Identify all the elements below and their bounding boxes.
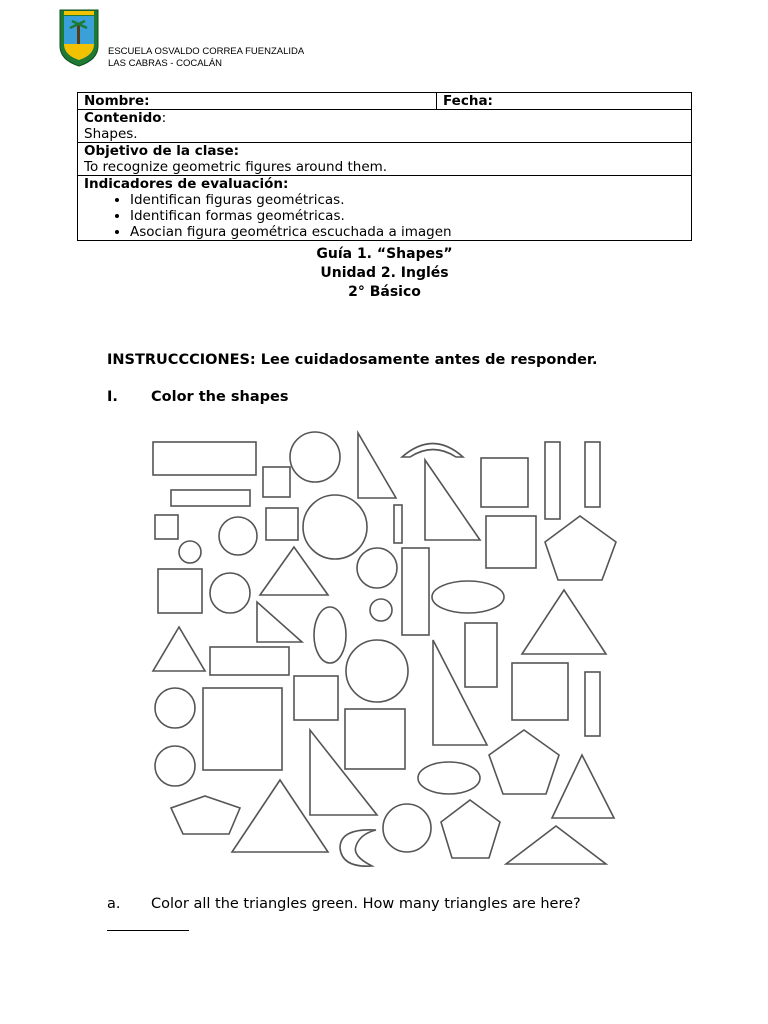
shapes-worksheet	[148, 428, 618, 876]
shape-square[interactable]	[345, 709, 405, 769]
section-heading	[107, 389, 288, 405]
content-colon: :	[161, 110, 167, 126]
guide-line-1: Guía 1. “Shapes”	[316, 246, 453, 262]
shape-square[interactable]	[481, 458, 528, 507]
shape-pentagon[interactable]	[489, 730, 559, 794]
shape-square[interactable]	[158, 569, 202, 613]
shape-square[interactable]	[512, 663, 568, 720]
objective-value: To recognize geometric figures around them.	[84, 159, 388, 175]
instructions: INSTRUCCCIONES: Lee cuidadosamente antes de responder.	[107, 352, 598, 368]
indicators-list	[84, 192, 685, 240]
indicators-cell	[78, 176, 692, 241]
shape-square[interactable]	[155, 515, 178, 539]
date-cell[interactable]	[437, 93, 692, 110]
name-cell[interactable]	[78, 93, 437, 110]
shape-triangle[interactable]	[506, 826, 606, 864]
shape-circle[interactable]	[210, 573, 250, 613]
shape-circle[interactable]	[370, 599, 392, 621]
question-letter: a.	[107, 896, 121, 912]
shape-circle[interactable]	[219, 517, 257, 555]
shape-triangle[interactable]	[522, 590, 606, 654]
section-number: I.	[107, 389, 118, 405]
school-logo	[58, 8, 100, 68]
date-label: Fecha:	[443, 93, 493, 109]
shape-circle[interactable]	[346, 640, 408, 702]
section-title: Color the shapes	[151, 389, 289, 405]
shape-square[interactable]	[266, 508, 298, 540]
shape-rectangle[interactable]	[394, 505, 402, 543]
shape-rectangle[interactable]	[585, 442, 600, 507]
school-name: ESCUELA OSVALDO CORREA FUENZALIDA	[108, 46, 305, 57]
list-item: • Identifican formas geométricas.	[130, 208, 685, 224]
shape-rectangle[interactable]	[210, 647, 289, 675]
name-label: Nombre:	[84, 93, 150, 109]
indicators-label: Indicadores de evaluación:	[84, 176, 289, 192]
shape-square[interactable]	[263, 467, 290, 497]
content-value: Shapes.	[84, 126, 138, 142]
shape-pentagon[interactable]	[171, 796, 240, 834]
shape-oval[interactable]	[314, 607, 346, 663]
shape-triangle[interactable]	[425, 460, 480, 540]
shape-rectangle[interactable]	[153, 442, 256, 475]
shape-triangle[interactable]	[552, 755, 614, 818]
content-cell	[78, 110, 692, 143]
school-location: LAS CABRAS - COCALÁN	[108, 58, 223, 69]
question-a	[107, 896, 581, 912]
shape-crescent[interactable]	[340, 830, 376, 866]
shape-rectangle[interactable]	[465, 623, 497, 687]
shape-triangle[interactable]	[153, 627, 205, 671]
shape-circle[interactable]	[357, 548, 397, 588]
shape-circle[interactable]	[179, 541, 201, 563]
shape-square[interactable]	[486, 516, 536, 568]
shape-square[interactable]	[294, 676, 338, 720]
shape-circle[interactable]	[383, 804, 431, 852]
shape-rectangle[interactable]	[545, 442, 560, 519]
shape-rectangle[interactable]	[585, 672, 600, 736]
answer-blank[interactable]	[107, 930, 189, 931]
shape-triangle[interactable]	[257, 602, 302, 642]
shape-circle[interactable]	[303, 495, 367, 559]
shape-pentagon[interactable]	[441, 800, 500, 858]
shape-rectangle[interactable]	[402, 548, 429, 635]
school-header	[108, 46, 304, 70]
shape-circle[interactable]	[290, 432, 340, 482]
shape-oval[interactable]	[418, 762, 480, 794]
shape-circle[interactable]	[155, 746, 195, 786]
shape-oval[interactable]	[432, 581, 504, 613]
shape-triangle[interactable]	[358, 433, 396, 498]
objective-cell	[78, 143, 692, 176]
list-item: • Asocian figura geométrica escuchada a imagen	[130, 224, 685, 240]
question-text: Color all the triangles green. How many triangles are here?	[151, 896, 581, 912]
shape-rectangle[interactable]	[171, 490, 250, 506]
list-item: • Identifican figuras geométricas.	[130, 192, 685, 208]
guide-line-2: Unidad 2. Inglés	[320, 265, 449, 281]
content-label: Contenido	[84, 110, 162, 126]
guide-title	[77, 245, 692, 302]
shape-pentagon[interactable]	[545, 516, 616, 580]
shape-square[interactable]	[203, 688, 282, 770]
shape-circle[interactable]	[155, 688, 195, 728]
guide-line-3: 2° Básico	[348, 284, 421, 300]
shape-arch[interactable]	[402, 444, 463, 458]
info-table	[77, 92, 692, 241]
objective-label: Objetivo de la clase:	[84, 143, 240, 159]
